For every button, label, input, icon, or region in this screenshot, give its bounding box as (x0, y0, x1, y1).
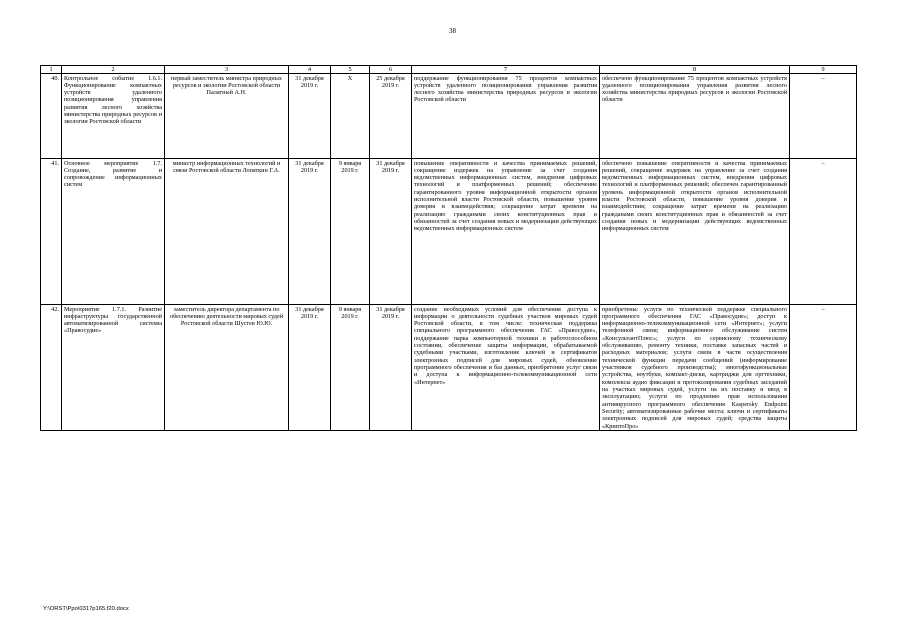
column-header: 6 (370, 66, 412, 74)
column-header: 2 (62, 66, 165, 74)
actual-result: обеспечено функционирование 75 процентов компактных устройств удаленного позиционирования управления развития лесного хозяйства министерства природных ресурсов и экологии Ростовской области (600, 74, 790, 159)
column-header: 8 (600, 66, 790, 74)
responsible-person: министр информационных технологий и связи Ростовской области Лопаткин Г.А. (165, 159, 289, 305)
table-row (41, 74, 857, 159)
end-date: 31 декабря 2019 г. (370, 159, 412, 305)
end-date: 25 декабря 2019 г. (370, 74, 412, 159)
actual-start-date: 9 января 2019 г. (331, 305, 370, 431)
activity-name: Мероприятие 1.7.1. Развитие инфраструктуры государственной автоматизированной системы «Правосудие» (62, 305, 165, 431)
row-number: 42. (41, 305, 62, 431)
actual-start-date: Х (331, 74, 370, 159)
responsible-person: заместитель директора департамента по обеспечению деятельности мировых судей Ростовской области Шустев Ю.Ю. (165, 305, 289, 431)
column-header: 4 (289, 66, 331, 74)
actual-start-date: 9 января 2019 г. (331, 159, 370, 305)
table-row (41, 305, 857, 431)
row-number: 41. (41, 159, 62, 305)
table-row (41, 159, 857, 305)
planned-start-date: 31 декабря 2019 г. (289, 159, 331, 305)
expected-result: создание необходимых условий для обеспечения доступа к информации о деятельности судебных участков мировых судей Ростовской области, в том числе: техническая поддержка специального программного обеспечения ГАС «Правосудие», поддержание парка компьютерной техники в работоспособном состоянии, обеспечение защиты информации, обрабатываемой судебными участками, изготовление ключей и сертификатов электронных подписей для мировых судей, обновление программного обеспечения и баз данных, приобретение услуг связи и доступа к информационно-телекоммуникационной сети «Интернет» (412, 305, 600, 431)
file-path-footer: Y:\ORST\Ppo\0317p165.f20.docx (43, 606, 129, 612)
reason-note: – (790, 159, 857, 305)
end-date: 31 декабря 2019 г. (370, 305, 412, 431)
column-header: 7 (412, 66, 600, 74)
page-number: 38 (449, 27, 456, 35)
report-table (40, 65, 857, 431)
expected-result: повышение оперативности и качества принимаемых решений, сокращение издержек на управление за счет создания ведомственных информационных систем, внедрения цифровых технологий и платформенных решений; обеспечение гарантированного уровня информационной открытости органов исполнительной власти Ростовской области, повышение уровня доверия и взаимодействия; сокращение затрат времени на реализацию гражданами своих конституционных прав и обязанностей за счет создания новых и модернизации действующих ведомственных информационных систем (412, 159, 600, 305)
activity-name: Основное мероприятие 1.7. Создание, развитие и сопровождение информационных систем (62, 159, 165, 305)
planned-start-date: 31 декабря 2019 г. (289, 305, 331, 431)
reason-note: – (790, 305, 857, 431)
expected-result: поддержание функционирования 75 процентов компактных устройств удаленного позиционирования управления развития лесного хозяйства министерства природных ресурсов и экологии Ростовской области (412, 74, 600, 159)
column-header: 3 (165, 66, 289, 74)
reason-note: – (790, 74, 857, 159)
column-header: 9 (790, 66, 857, 74)
planned-start-date: 31 декабря 2019 г. (289, 74, 331, 159)
activity-name: Контрольное событие 1.6.1. Функционирование компактных устройств удаленного позиционирования управления развития лесного хозяйства министерства природных ресурсов и экологии Ростовской области (62, 74, 165, 159)
actual-result: приобретены: услуги по технической поддержке специального программного обеспечения ГАС «Правосудие»; доступ к информационно-телекоммуникационной сети «Интернет»; услуги телефонной связи; информационное обслуживание систем «КонсультантПлюс»; услуги по сервисному техническому обслуживанию, ремонту техники, поставке запасных частей и расходных материалов; услуги связи в части осуществления технической функции передачи сообщений (информирование участников судебного производства); многофункциональные устройства, ноутбуки, компакт-диски, картриджи для оргтехники, комплексы аудио фиксации и протоколирования судебных заседаний на участках мировых судей, услуги на их поставку и ввод в эксплуатацию; услуги по продлению прав использования антивирусного программного обеспечения Kaspersky Endpoint Security; автоматизированные рабочие места; ключи и сертификаты электронных подписей для мировых судей; средства защиты «КриптоПро» (600, 305, 790, 431)
actual-result: обеспечено повышение оперативности и качества принимаемых решений, сокращение издержек на управление за счет создания ведомственных информационных систем, внедрения цифровых технологий и платформенных решений; обеспечен гарантированный уровень информационной открытости органов исполнительной власти Ростовской области, повышение уровня доверия и взаимодействия; сокращение затрат времени на реализацию гражданами своих конституционных прав и обязанностей за счет создания новых и модернизации действующих ведомственных информационных систем (600, 159, 790, 305)
column-header: 5 (331, 66, 370, 74)
row-number: 40. (41, 74, 62, 159)
responsible-person: первый заместитель министра природных ресурсов и экологии Ростовской области Палатный А.Н. (165, 74, 289, 159)
column-number-row (41, 66, 857, 74)
column-header: 1 (41, 66, 62, 74)
